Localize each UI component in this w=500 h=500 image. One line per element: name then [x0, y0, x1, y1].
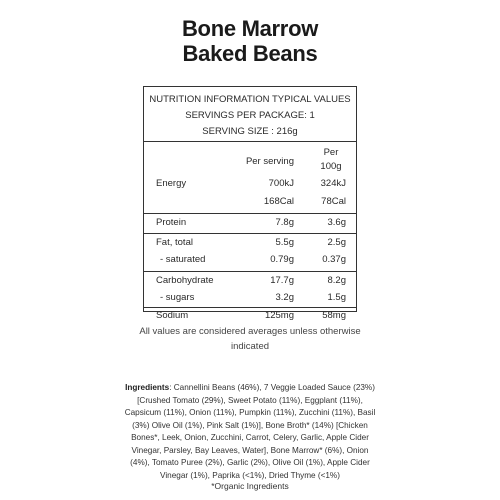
value-per-100g: 0.37g	[322, 254, 346, 265]
product-title-line-2: Baked Beans	[182, 41, 318, 66]
ingredients-label: Ingredients	[125, 383, 170, 392]
column-header-per-100g	[316, 146, 346, 174]
servings-per-package: SERVINGS PER PACKAGE: 1	[185, 110, 315, 121]
nutrition-heading: NUTRITION INFORMATION TYPICAL VALUES	[149, 94, 351, 105]
value-per-100g: 58mg	[322, 310, 346, 321]
table-divider	[144, 233, 356, 234]
product-title-line-1: Bone Marrow	[181, 16, 319, 41]
column-header-per-100g-line-1: Per	[323, 147, 339, 158]
value-per-100g: 8.2g	[327, 275, 346, 286]
ingredients-text	[122, 382, 378, 482]
column-header-per-100g-line-2: 100g	[320, 161, 342, 172]
nutrient-label: Protein	[156, 217, 187, 228]
nutrition-panel-header	[144, 87, 356, 142]
product-title	[0, 16, 500, 66]
nutrient-label: - sugars	[160, 292, 195, 303]
table-divider	[144, 271, 356, 272]
value-per-100g: 2.5g	[327, 237, 346, 248]
value-per-100g: 3.6g	[327, 217, 346, 228]
serving-size: SERVING SIZE : 216g	[202, 126, 298, 137]
table-divider	[144, 307, 356, 308]
value-per-serving: 5.5g	[275, 237, 294, 248]
value-per-serving: 125mg	[264, 310, 294, 321]
table-divider	[144, 213, 356, 214]
value-per-100g: 78Cal	[321, 196, 346, 207]
value-per-serving: 7.8g	[275, 217, 294, 228]
value-per-serving: 3.2g	[275, 292, 294, 303]
value-per-serving: 17.7g	[270, 275, 294, 286]
value-per-100g: 324kJ	[320, 178, 346, 189]
ingredients-list: : Cannellini Beans (46%), 7 Veggie Loaded Sauce (23%) [Crushed Tomato (29%), Sweet Potato (11%), Eggplant (11%), Capsicum (11%), Onion (11%), Pumpkin (11%), Zucchini (11%), Basil (3%) Olive Oil (1%), Pink Salt (1%)], Bone Broth* (14%) [Chicken Bones*, Leek, Onion, Zucchini, Carrot, Celery, Garlic, Apple Cider Vinegar, Parsley, Bay Leaves, Water], Bone Marrow* (6%), Onion (4%), Tomato Puree (2%), Garlic (2%), Olive Oil (1%), Apple Cider Vinegar (1%), Paprika (<1%), Dried Thyme (<1%)	[124, 383, 376, 480]
nutrient-label: Sodium	[156, 310, 189, 321]
nutrition-panel	[143, 86, 357, 321]
organic-footnote: *Organic Ingredients	[211, 481, 289, 491]
value-per-serving: 0.79g	[270, 254, 294, 265]
nutrient-label: Fat, total	[156, 237, 193, 248]
averages-note: All values are considered averages unless otherwise indicated	[139, 326, 361, 352]
column-header-per-serving: Per serving	[245, 156, 294, 167]
nutrient-label: Carbohydrate	[156, 275, 214, 286]
value-per-100g: 1.5g	[327, 292, 346, 303]
value-per-serving: 168Cal	[263, 196, 294, 207]
nutrient-label: Energy	[156, 178, 187, 189]
value-per-serving: 700kJ	[268, 178, 294, 189]
nutrient-label: - saturated	[160, 254, 206, 265]
